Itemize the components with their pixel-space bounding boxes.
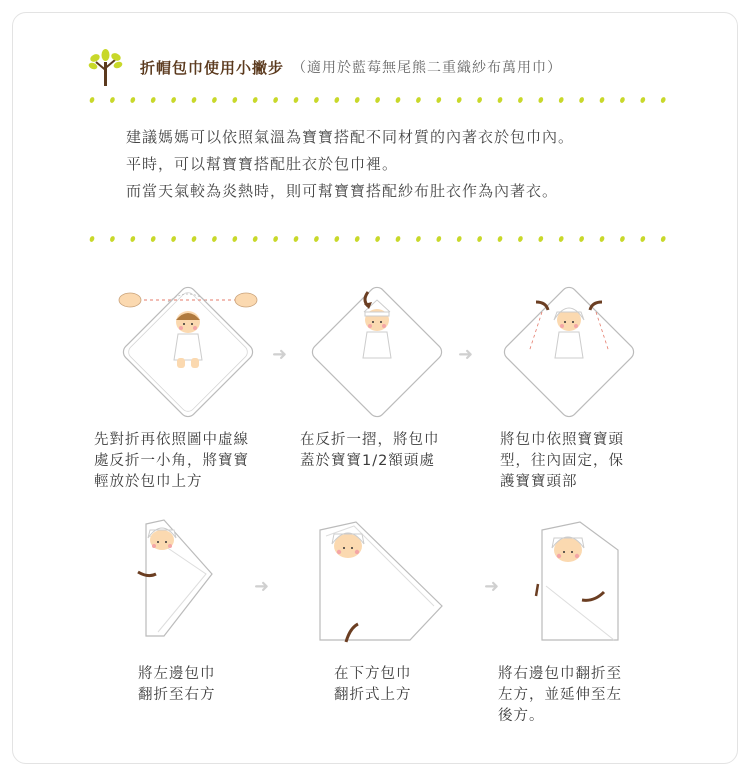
right-hand-icon [235, 293, 257, 307]
divider-dot [232, 96, 239, 103]
divider-dot [640, 235, 647, 242]
divider-dot [191, 235, 198, 242]
caption-line: 輕放於包巾上方 [94, 474, 203, 490]
divider-dot [456, 96, 463, 103]
caption-line: 蓋於寶寶1/2額頭處 [300, 453, 435, 469]
divider-dot [130, 235, 137, 242]
divider-dot [150, 235, 157, 242]
divider-dot [130, 96, 137, 103]
intro-text [126, 124, 574, 205]
divider-dot [538, 235, 545, 242]
curved-arrow-icon [536, 302, 548, 310]
dotted-divider-bottom [88, 234, 668, 244]
divider-dot [660, 96, 667, 103]
step-4-caption [138, 664, 216, 706]
divider-dot [170, 96, 177, 103]
caption-line: 翻折至右方 [138, 687, 216, 703]
step-2-caption [300, 430, 440, 472]
tree-icon [86, 48, 126, 86]
divider-dot [293, 96, 300, 103]
baby-icon [363, 309, 391, 358]
divider-dot [578, 235, 585, 242]
divider-dot [109, 235, 116, 242]
caption-line: 翻折式上方 [334, 687, 412, 703]
curved-arrow-icon [536, 584, 538, 596]
step-4-illustration [124, 516, 244, 646]
divider-dot [517, 96, 524, 103]
caption-line: 將右邊包巾翻折至 [498, 666, 622, 682]
divider-dot [272, 235, 279, 242]
intro-line: 平時，可以幫寶寶搭配肚衣於包巾裡。 [126, 155, 399, 173]
divider-dot [354, 96, 361, 103]
divider-dot [578, 96, 585, 103]
step-6-caption [498, 664, 622, 727]
divider-dot [476, 96, 483, 103]
divider-dot [497, 235, 504, 242]
header [86, 48, 562, 86]
divider-dot [395, 96, 402, 103]
step-3-caption [500, 430, 624, 493]
divider-dot [170, 235, 177, 242]
baby-icon [554, 308, 584, 358]
caption-line: 在反折一摺，將包巾 [300, 432, 440, 448]
divider-dot [558, 96, 565, 103]
divider-dot [374, 96, 381, 103]
chevron-right-icon: ➜ [254, 576, 270, 597]
divider-dot [211, 96, 218, 103]
divider-dot [313, 96, 320, 103]
divider-dot [232, 235, 239, 242]
curved-arrow-icon [590, 302, 602, 310]
divider-dot [436, 96, 443, 103]
step-1-illustration [108, 282, 268, 422]
divider-dot [456, 235, 463, 242]
divider-dot [415, 235, 422, 242]
divider-dot [558, 235, 565, 242]
chevron-right-icon: ➜ [484, 576, 500, 597]
divider-dot [252, 96, 259, 103]
divider-dot [109, 96, 116, 103]
caption-line: 護寶寶頭部 [500, 474, 578, 490]
chevron-right-icon: ➜ [272, 344, 288, 365]
caption-line: 處反折一小角，將寶寶 [94, 453, 249, 469]
divider-dot [374, 235, 381, 242]
divider-dot [252, 235, 259, 242]
divider-dot [660, 235, 667, 242]
divider-dot [89, 235, 96, 242]
dotted-divider-top [88, 95, 668, 105]
divider-dot [150, 96, 157, 103]
divider-dot [293, 235, 300, 242]
divider-dot [211, 235, 218, 242]
divider-dot [599, 235, 606, 242]
step-5-illustration [310, 516, 450, 646]
divider-dot [334, 235, 341, 242]
divider-dot [354, 235, 361, 242]
divider-dot [272, 96, 279, 103]
intro-line: 建議媽媽可以依照氣溫為寶寶搭配不同材質的內著衣於包巾內。 [126, 128, 575, 146]
divider-dot [313, 235, 320, 242]
divider-dot [538, 96, 545, 103]
page-title: 折帽包巾使用小撇步 [140, 58, 285, 77]
divider-dot [619, 96, 626, 103]
caption-line: 型，往內固定，保 [500, 453, 624, 469]
step-5-caption [334, 664, 412, 706]
divider-dot [395, 235, 402, 242]
step-2-illustration [302, 282, 452, 422]
step-6-illustration [524, 516, 644, 646]
divider-dot [476, 235, 483, 242]
chevron-right-icon: ➜ [458, 344, 474, 365]
divider-dot [640, 96, 647, 103]
divider-dot [415, 96, 422, 103]
baby-icon [148, 528, 176, 550]
divider-dot [191, 96, 198, 103]
divider-dot [619, 235, 626, 242]
divider-dot [436, 235, 443, 242]
caption-line: 後方。 [498, 708, 545, 724]
divider-dot [497, 96, 504, 103]
intro-line: 而當天氣較為炎熱時，則可幫寶寶搭配紗布肚衣作為內著衣。 [126, 182, 559, 200]
caption-line: 左方，並延伸至左 [498, 687, 622, 703]
page-subtitle: （適用於藍莓無尾熊二重織紗布萬用巾） [292, 60, 563, 76]
divider-dot [334, 96, 341, 103]
divider-dot [599, 96, 606, 103]
caption-line: 先對折再依照圖中虛線 [94, 432, 249, 448]
caption-line: 在下方包巾 [334, 666, 412, 682]
left-hand-icon [119, 293, 141, 307]
caption-line: 將左邊包巾 [138, 666, 216, 682]
divider-dot [89, 96, 96, 103]
step-1-caption [94, 430, 249, 493]
divider-dot [517, 235, 524, 242]
caption-line: 將包巾依照寶寶頭 [500, 432, 624, 448]
baby-icon [174, 311, 202, 368]
step-3-illustration [494, 282, 644, 422]
